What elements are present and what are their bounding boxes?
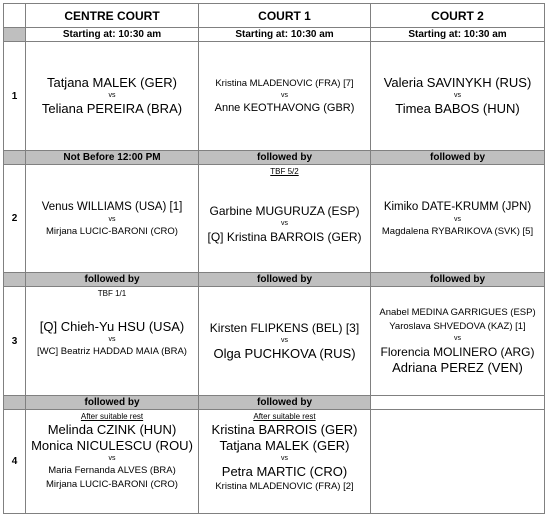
vs-label: vs	[281, 220, 288, 227]
match-cell	[371, 42, 545, 151]
corner-cell	[4, 4, 26, 28]
match-cell	[199, 42, 371, 151]
match-cell	[26, 410, 199, 514]
player-name: Venus WILLIAMS (USA) [1]	[41, 200, 183, 213]
band-marker	[4, 396, 26, 410]
court-header-court1: COURT 1	[199, 4, 371, 28]
player-name: Tatjana MALEK (GER)	[46, 75, 178, 90]
player-name: [WC] Beatriz HADDAD MAIA (BRA)	[37, 346, 187, 357]
band-marker	[4, 273, 26, 287]
match-cell	[371, 165, 545, 273]
player-name: Anabel MEDINA GARRIGUES (ESP)	[379, 307, 536, 318]
start-time-label: Starting at: 10:30 am	[199, 28, 371, 42]
band-marker	[4, 28, 26, 42]
player-name: Mirjana LUCIC-BARONI (CRO)	[46, 479, 178, 490]
rest-note: After suitable rest	[80, 412, 144, 421]
player-name: Kristina MLADENOVIC (FRA) [7]	[215, 78, 354, 89]
player-name: Kimiko DATE-KRUMM (JPN)	[383, 200, 532, 213]
match-cell	[26, 287, 199, 396]
player-name: Maria Fernanda ALVES (BRA)	[48, 465, 176, 476]
vs-label: vs	[281, 455, 288, 462]
not-before-label: Not Before 12:00 PM	[26, 151, 199, 165]
player-name: Monica NICULESCU (ROU)	[31, 438, 193, 453]
player-name: Florencia MOLINERO (ARG)	[380, 345, 535, 359]
band-marker	[4, 151, 26, 165]
followed-by-label: followed by	[371, 273, 545, 287]
vs-label: vs	[454, 92, 461, 99]
vs-label: vs	[108, 92, 116, 99]
match-cell	[26, 165, 199, 273]
match-number: 4	[4, 410, 26, 514]
match-cell	[26, 42, 199, 151]
vs-label: vs	[281, 92, 288, 99]
tbf-note: TBF 5/2	[270, 167, 299, 176]
match-number: 1	[4, 42, 26, 151]
vs-label: vs	[108, 215, 116, 223]
player-name: [Q] Kristina BARROIS (GER)	[207, 230, 362, 244]
followed-by-label: followed by	[371, 151, 545, 165]
player-name: Kristina BARROIS (GER)	[211, 422, 358, 437]
match-cell	[199, 165, 371, 273]
followed-by-label: followed by	[199, 396, 371, 410]
match-cell	[199, 410, 371, 514]
match-cell	[199, 287, 371, 396]
order-of-play-table	[3, 3, 545, 514]
followed-by-label: followed by	[199, 273, 371, 287]
player-name: Kristina MLADENOVIC (FRA) [2]	[215, 481, 354, 492]
vs-label: vs	[281, 337, 288, 344]
player-name: Mirjana LUCIC-BARONI (CRO)	[46, 225, 178, 237]
court-header-court2: COURT 2	[371, 4, 545, 28]
vs-label: vs	[454, 215, 461, 223]
player-name: [Q] Chieh-Yu HSU (USA)	[39, 319, 185, 334]
followed-by-label: followed by	[26, 273, 199, 287]
followed-by-label: followed by	[199, 151, 371, 165]
match-number: 3	[4, 287, 26, 396]
tbf-note: TBF 1/1	[97, 289, 127, 298]
court-header-centre: CENTRE COURT	[26, 4, 199, 28]
player-name: Teliana PEREIRA (BRA)	[41, 101, 183, 116]
player-name: Olga PUCHKOVA (RUS)	[213, 346, 356, 361]
followed-by-label: followed by	[26, 396, 199, 410]
vs-label: vs	[108, 336, 116, 343]
player-name: Garbine MUGURUZA (ESP)	[209, 204, 360, 218]
player-name: Anne KEOTHAVONG (GBR)	[214, 102, 355, 114]
empty-band-cell	[371, 396, 545, 410]
player-name: Adriana PEREZ (VEN)	[392, 360, 523, 375]
vs-label: vs	[108, 455, 116, 462]
player-name: Melinda CZINK (HUN)	[47, 422, 177, 437]
rest-note: After suitable rest	[253, 412, 316, 421]
start-time-label: Starting at: 10:30 am	[371, 28, 545, 42]
vs-label: vs	[454, 335, 461, 342]
player-name: Kirsten FLIPKENS (BEL) [3]	[209, 321, 360, 335]
player-name: Valeria SAVINYKH (RUS)	[383, 75, 532, 90]
player-name: Yaroslava SHVEDOVA (KAZ) [1]	[389, 321, 526, 332]
player-name: Timea BABOS (HUN)	[395, 101, 520, 116]
start-time-label: Starting at: 10:30 am	[26, 28, 199, 42]
match-cell	[371, 287, 545, 396]
match-number: 2	[4, 165, 26, 273]
player-name: Magdalena RYBARIKOVA (SVK) [5]	[381, 225, 534, 237]
empty-match-cell	[371, 410, 545, 514]
player-name: Tatjana MALEK (GER)	[219, 438, 350, 453]
player-name: Petra MARTIC (CRO)	[221, 464, 348, 479]
